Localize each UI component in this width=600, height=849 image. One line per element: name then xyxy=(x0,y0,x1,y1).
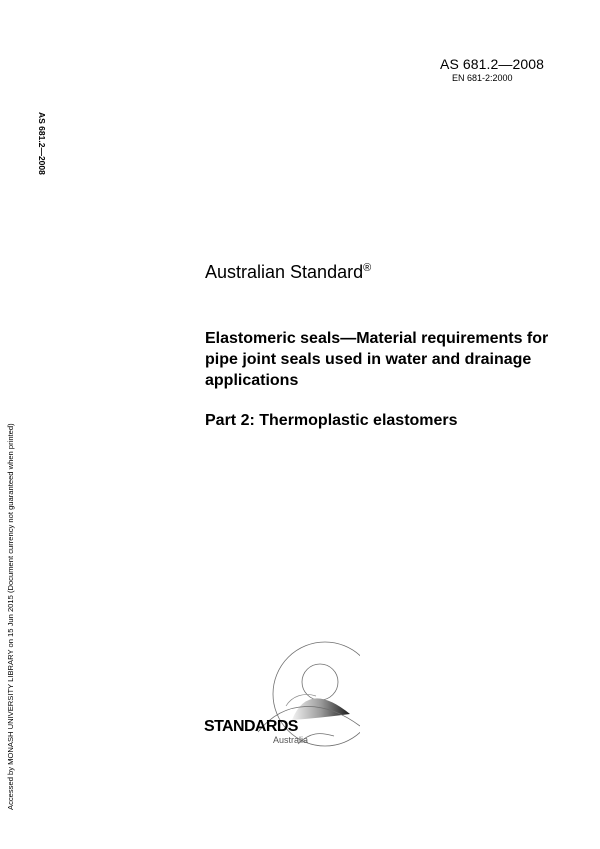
series-name: Australian Standard xyxy=(205,262,364,282)
logo-wordmark: STANDARDS xyxy=(204,718,298,735)
logo-subtext: Australia xyxy=(273,735,309,745)
document-title: Elastomeric seals—Material requirements for pipe joint seals used in water and drainage applications xyxy=(205,330,549,389)
standard-number: AS 681.2—2008 xyxy=(440,56,545,72)
series-heading xyxy=(205,262,371,283)
equivalent-standard-number: EN 681-2:2000 xyxy=(452,73,513,83)
document-subtitle: Part 2: Thermoplastic elastomers xyxy=(205,412,458,429)
registered-mark: ® xyxy=(363,262,372,274)
spine-label xyxy=(35,112,47,192)
access-note-text: Accessed by MONASH UNIVERSITY LIBRARY on 15 Jun 2015 (Document currency not guaranteed when printed) xyxy=(6,423,15,810)
spine-label-text: AS 681.2—2008 xyxy=(37,112,47,175)
access-note xyxy=(6,380,18,810)
